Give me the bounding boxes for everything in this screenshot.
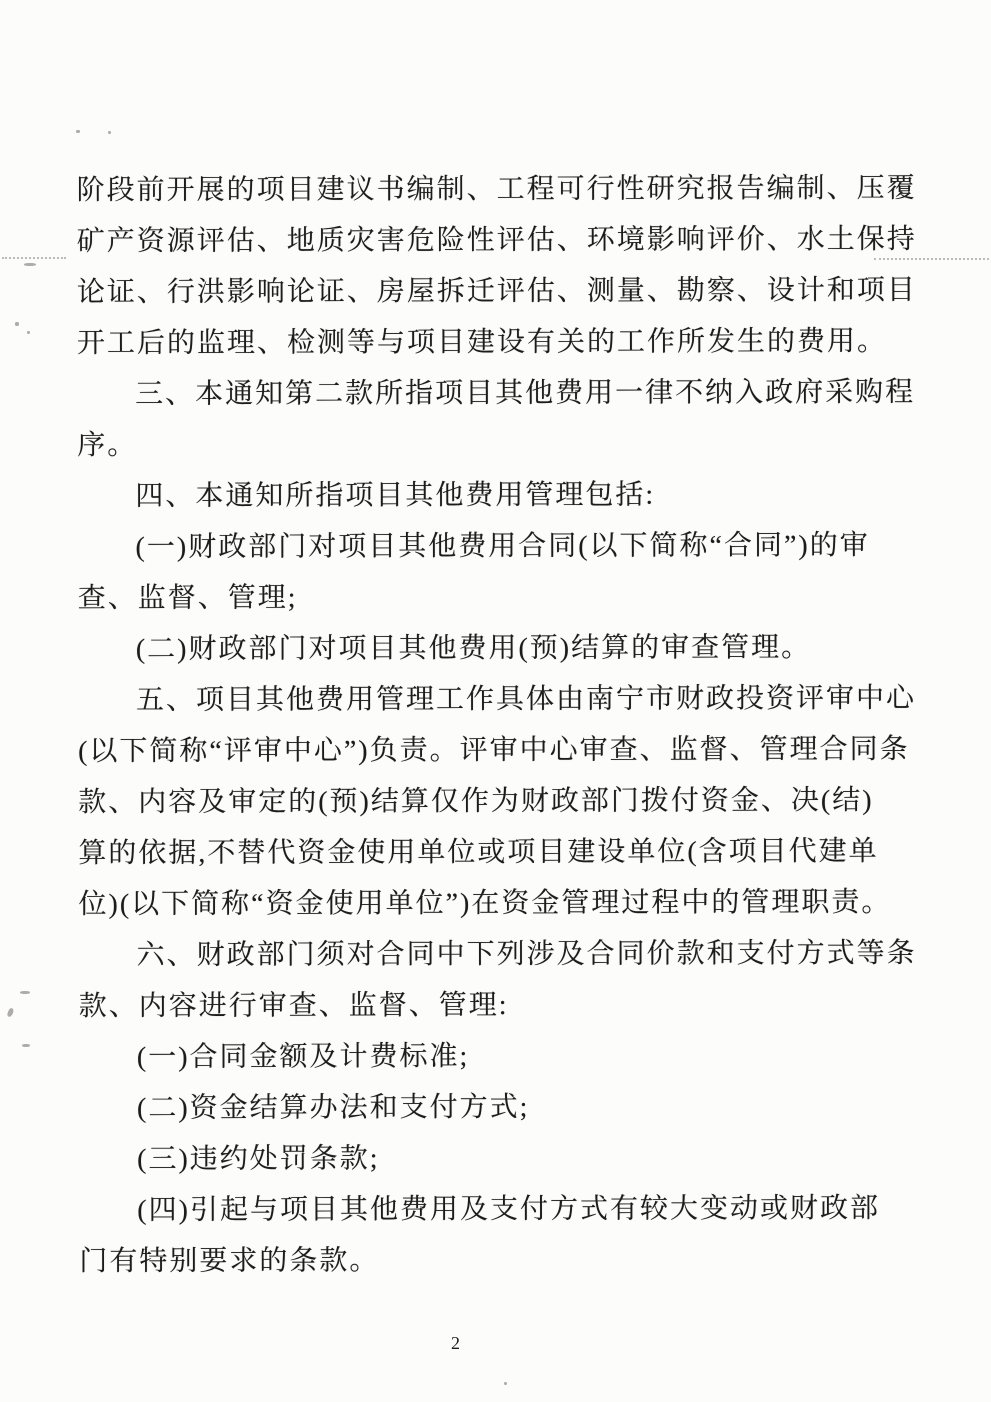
text-line: 三、本通知第二款所指项目其他费用一律不纳入政府采购程: [135, 376, 916, 410]
scan-dotted-line-artifact: [2, 257, 66, 259]
scan-dotted-line-artifact: [874, 258, 989, 260]
text-line: 四、本通知所指项目其他费用管理包括:: [135, 479, 656, 512]
text-line: 六、财政部门须对合同中下列涉及合同价款和支付方式等条: [136, 937, 917, 971]
text-line: (一)财政部门对项目其他费用合同(以下简称“合同”)的审: [135, 530, 870, 563]
scan-speck-artifact: [27, 331, 30, 334]
scan-speck-artifact: [22, 1044, 30, 1047]
text-line: (二)资金结算办法和支付方式;: [136, 1091, 530, 1124]
text-line: (以下简称“评审中心”)负责。评审中心审查、监督、管理合同条: [78, 733, 910, 768]
text-line: (三)违约处罚条款;: [137, 1143, 380, 1175]
text-line: 算的依据,不替代资金使用单位或项目建设单位(含项目代建单: [78, 836, 879, 870]
text-line: 门有特别要求的条款。: [79, 1245, 380, 1278]
scan-speck-artifact: [76, 130, 80, 133]
text-line: (一)合同金额及计费标准;: [136, 1041, 470, 1073]
text-line: 查、监督、管理;: [77, 582, 298, 615]
text-line: 开工后的监理、检测等与项目建设有关的工作所发生的费用。: [76, 326, 888, 360]
text-line: 序。: [77, 429, 138, 462]
scan-speck-artifact: [15, 322, 19, 326]
scan-speck-artifact: [108, 131, 111, 134]
text-line: (四)引起与项目其他费用及支付方式有较大变动或财政部: [137, 1193, 880, 1226]
text-line: 矿产资源评估、地质灾害危险性评估、环境影响评价、水土保持: [76, 223, 917, 258]
document-body: [77, 163, 940, 1287]
scan-speck-artifact: [504, 1382, 507, 1385]
text-line: 论证、行洪影响论证、房屋拆迁评估、测量、勘察、设计和项目: [76, 274, 917, 309]
page-number: 2: [451, 1333, 461, 1353]
text-line: 五、项目其他费用管理工作具体由南宁市财政投资评审中心: [135, 682, 916, 716]
scan-speck-artifact: [7, 1007, 15, 1017]
scan-speck-artifact: [20, 991, 30, 994]
text-line: 阶段前开展的项目建议书编制、工程可行性研究报告编制、压覆: [76, 172, 917, 207]
scan-speck-artifact: [24, 263, 36, 266]
text-line: (二)财政部门对项目其他费用(预)结算的审查管理。: [135, 632, 812, 665]
text-line: 位)(以下简称“资金使用单位”)在资金管理过程中的管理职责。: [78, 886, 892, 921]
text-line: 款、内容进行审查、监督、管理:: [78, 989, 509, 1023]
text-line: 款、内容及审定的(预)结算仅作为财政部门拨付资金、决(结): [78, 785, 874, 819]
